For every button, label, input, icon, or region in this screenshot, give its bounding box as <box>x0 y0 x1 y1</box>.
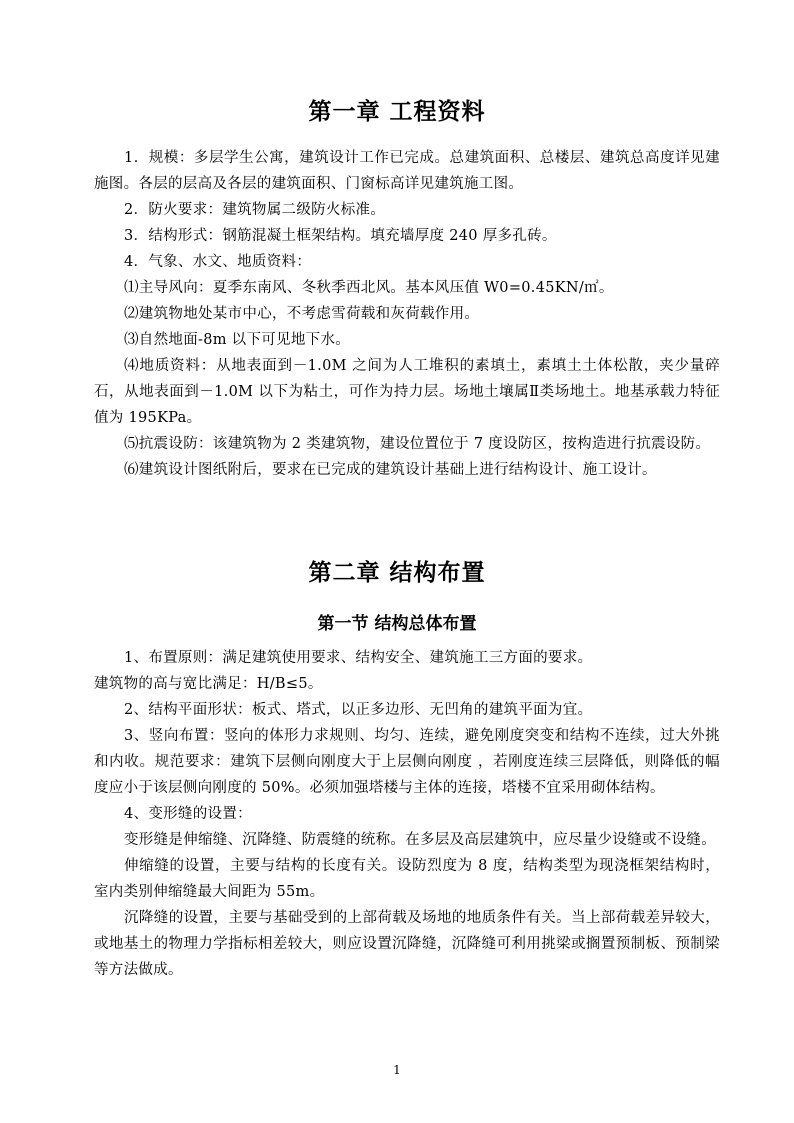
paragraph: ⑵建筑物地处某市中心，不考虑雪荷载和灰荷载作用。 <box>124 306 480 322</box>
page-number: 1 <box>393 1063 401 1077</box>
paragraph: 4、变形缝的设置： <box>124 806 252 822</box>
paragraph: ⑶自然地面-8m 以下可见地下水。 <box>124 332 351 348</box>
paragraph: 1、布置原则：满足建筑使用要求、结构安全、建筑施工三方面的要求。 <box>124 650 593 666</box>
paragraph: ⑹建筑设计图纸附后，要求在已完成的建筑设计基础上进行结构设计、施工设计。 <box>124 462 657 478</box>
chapter-1-body <box>94 145 720 483</box>
paragraph: 1．规模：多层学生公寓，建筑设计工作已完成。总建筑面积、总楼层、建筑总高度详见建施图。各层的层高及各层的建筑面积、门窗标高详见建筑施工图。 <box>94 150 720 192</box>
paragraph: 变形缝是伸缩缝、沉降缝、防震缝的统称。在多层及高层建筑中，应尽量少设缝或不设缝。 <box>124 832 716 848</box>
section-title: 第一节 结构总体布置 <box>317 614 477 634</box>
paragraph: 3．结构形式：钢筋混凝土框架结构。填充墙厚度 240 厚多孔砖。 <box>124 228 557 244</box>
paragraph: 4．气象、水文、地质资料： <box>124 254 312 270</box>
paragraph: 2．防火要求：建筑物属二级防火标准。 <box>124 202 386 218</box>
paragraph: ⑴主导风向：夏季东南风、冬秋季西北风。基本风压值 W0=0.45KN/㎡。 <box>124 280 614 296</box>
chapter-2-body <box>94 645 720 983</box>
paragraph: ⑷地质资料：从地表面到－1.0M 之间为人工堆积的素填土，素填土土体松散，夹少量碎石，从地表面到－1.0M 以下为粘土，可作为持力层。场地土壤属Ⅱ类场地土。地基承载力特征值为 195KPa。 <box>94 358 720 426</box>
paragraph: 建筑物的高与宽比满足：H/B≤5。 <box>94 676 323 692</box>
paragraph: 2、结构平面形状：板式、塔式，以正多边形、无凹角的建筑平面为宜。 <box>124 702 593 718</box>
paragraph: 3、竖向布置：竖向的体形力求规则、均匀、连续，避免刚度突变和结构不连续，过大外挑和内收。规范要求：建筑下层侧向刚度大于上层侧向刚度 ，若刚度连续三层降低，则降低的幅度应小于该层侧向刚度的 50%。必须加强塔楼与主体的连接，塔楼不宜采用砌体结构。 <box>94 728 720 796</box>
paragraph: 伸缩缝的设置，主要与结构的长度有关。设防烈度为 8 度，结构类型为现浇框架结构时，室内类别伸缩缝最大间距为 55m。 <box>94 858 720 900</box>
paragraph: 沉降缝的设置，主要与基础受到的上部荷载及场地的地质条件有关。当上部荷载差异较大，或地基土的物理力学指标相差较大，则应设置沉降缝，沉降缝可利用挑梁或搁置预制板、预制梁等方法做成。 <box>94 910 720 978</box>
paragraph: ⑸抗震设防：该建筑物为 2 类建筑物，建设位置位于 7 度设防区，按构造进行抗震设防。 <box>124 436 711 452</box>
chapter-2-title: 第二章 结构布置 <box>308 560 486 586</box>
chapter-1-title: 第一章 工程资料 <box>308 99 486 125</box>
